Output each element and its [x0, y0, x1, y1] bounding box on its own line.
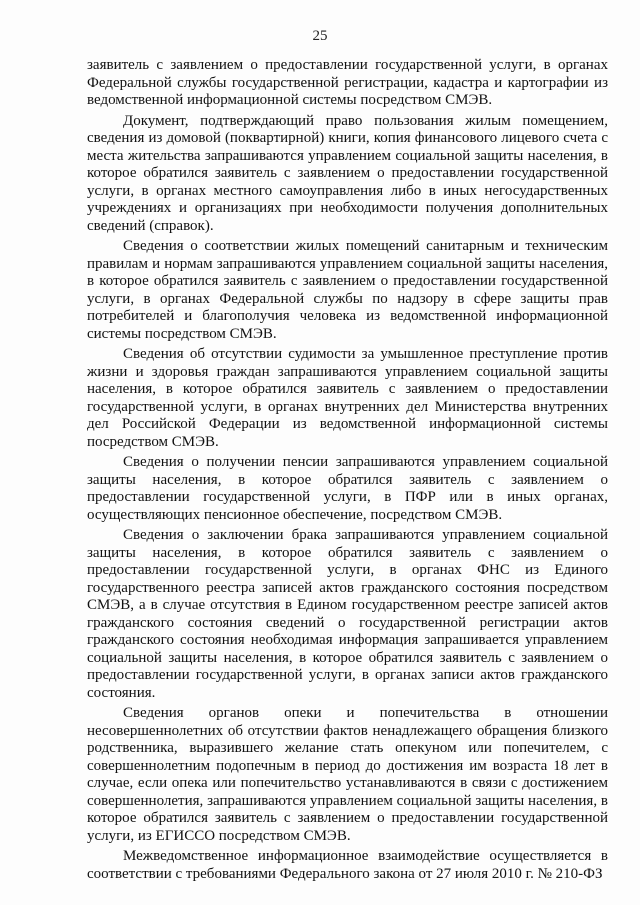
page-number: 25	[312, 28, 328, 44]
paragraph-marriage: Сведения о заключении брака запрашиваются управлением социальной защиты населения, в которое обратился заявитель с заявлением о предоставлении государственной услуги, в органах ФНС из Единого государственного реестра записей актов гражданского состояния посредством СМЭВ, а в случае отсутствия в Едином государственном реестре записей актов гражданского состояния сведений о государственной регистрации актов гражданского состояния необходимая информация запрашивается управлением социальной защиты населения, в которое обратился заявитель с заявлением о предоставлении государственной услуги, в органах записи актов гражданского состояния.	[87, 527, 608, 701]
paragraph-criminal-record: Сведения об отсутствии судимости за умышленное преступление против жизни и здоровья граждан запрашиваются управлением социальной защиты населения, в которое обратился заявитель с заявлением о предоставлении государственной услуги, в органах внутренних дел Министерства внутренних дел Российской Федерации из ведомственной информационной системы посредством СМЭВ.	[87, 346, 608, 450]
paragraph-continuation: заявитель с заявлением о предоставлении государственной услуги, в органах Федеральной службы государственной регистрации, кадастра и картографии из ведомственной информационной системы посредством СМЭВ.	[87, 57, 608, 108]
paragraph-sanitary-compliance: Сведения о соответствии жилых помещений санитарным и техническим правилам и нормам запрашиваются управлением социальной защиты населения, в которое обратился заявитель с заявлением о предоставлении государственной услуги, в органах Федеральной службы по надзору в сфере защиты прав потребителей и благополучия человека из ведомственной информационной системы посредством СМЭВ.	[87, 238, 608, 342]
document-body	[87, 57, 608, 886]
paragraph-pension: Сведения о получении пенсии запрашиваются управлением социальной защиты населения, в которое обратился заявитель с заявлением о предоставлении государственной услуги, в ПФР или в иных органах, осуществляющих пенсионное обеспечение, посредством СМЭВ.	[87, 454, 608, 523]
paragraph-guardianship: Сведения органов опеки и попечительства в отношении несовершеннолетних об отсутствии фактов ненадлежащего обращения близкого родственника, выразившего желание стать опекуном или попечителем, с совершеннолетним подопечным в период до достижения им возраста 18 лет в случае, если опека или попечительство устанавливаются в связи с достижением совершеннолетия, запрашиваются управлением социальной защиты населения, в которое обратился заявитель с заявлением о предоставлении государственной услуги, из ЕГИССО посредством СМЭВ.	[87, 705, 608, 844]
paragraph-housing-documents: Документ, подтверждающий право пользования жилым помещением, сведения из домовой (поквартирной) книги, копия финансового лицевого счета с места жительства запрашиваются управлением социальной защиты населения, в которое обратился заявитель с заявлением о предоставлении государственной услуги, в органах местного самоуправления либо в иных негосударственных учреждениях и организациях при необходимости получения дополнительных сведений (справок).	[87, 112, 608, 234]
paragraph-interagency: Межведомственное информационное взаимодействие осуществляется в соответствии с требованиями Федерального закона от 27 июля 2010 г. № 210-ФЗ	[87, 848, 608, 882]
